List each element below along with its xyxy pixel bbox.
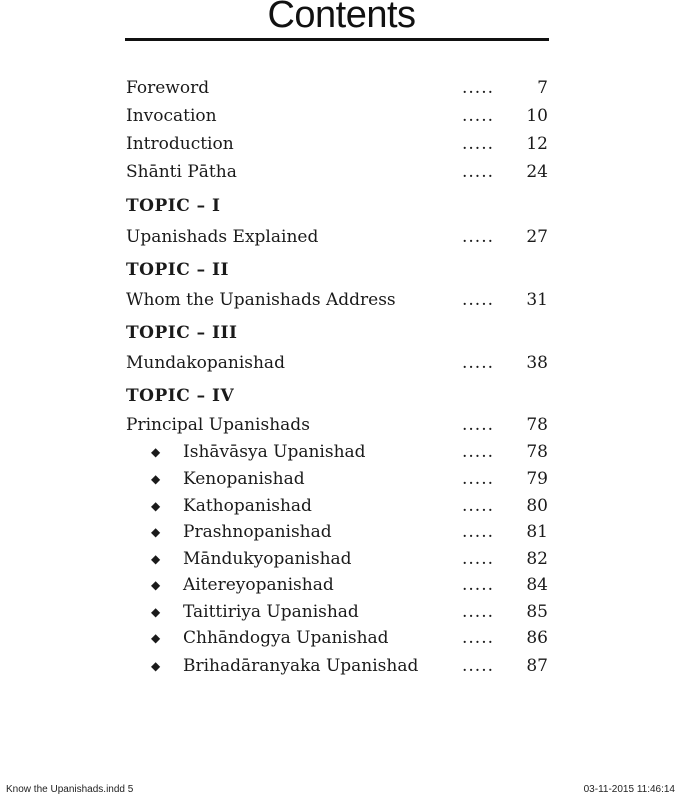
footer-file-name: Know the Upanishads.indd 5: [6, 784, 134, 795]
topic-heading-label: TOPIC – I: [126, 196, 221, 216]
leader-dots: .....: [462, 575, 495, 595]
entry-label: Ishāvāsya Upanishad: [183, 442, 366, 462]
toc-topic-heading: [0, 192, 683, 220]
topic-heading-label: TOPIC – II: [126, 260, 229, 280]
leader-dots: .....: [462, 78, 495, 98]
page-number: 78: [526, 415, 548, 435]
page-number: 78: [526, 442, 548, 462]
toc-sub-entry: [0, 438, 683, 466]
leader-dots: .....: [462, 134, 495, 154]
entry-label: Shānti Pātha: [126, 162, 237, 182]
print-footer: [0, 784, 683, 800]
leader-dots: .....: [462, 442, 495, 462]
leader-dots: .....: [462, 656, 495, 676]
leader-dots: .....: [462, 469, 495, 489]
toc-sub-entry: [0, 571, 683, 599]
page-number: 80: [526, 496, 548, 516]
toc-entry: [0, 223, 683, 251]
toc-sub-entry: [0, 518, 683, 546]
entry-label: Prashnopanishad: [183, 522, 332, 542]
diamond-bullet-icon: ◆: [151, 552, 161, 566]
page-number: 27: [526, 227, 548, 247]
diamond-bullet-icon: ◆: [151, 605, 161, 619]
page-number: 24: [526, 162, 548, 182]
diamond-bullet-icon: ◆: [151, 499, 161, 513]
page-number: 85: [526, 602, 548, 622]
toc-entry: [0, 102, 683, 130]
entry-label: Brihadāranyaka Upanishad: [183, 656, 419, 676]
entry-label: Foreword: [126, 78, 210, 98]
page-number: 79: [526, 469, 548, 489]
leader-dots: .....: [462, 602, 495, 622]
entry-label: Invocation: [126, 106, 217, 126]
toc-entry: [0, 158, 683, 186]
entry-label: Kenopanishad: [183, 469, 305, 489]
leader-dots: .....: [462, 290, 495, 310]
toc-entry: [0, 349, 683, 377]
toc-sub-entry: [0, 598, 683, 626]
leader-dots: .....: [462, 522, 495, 542]
topic-heading-label: TOPIC – IV: [126, 386, 235, 406]
leader-dots: .....: [462, 549, 495, 569]
toc-topic-heading: [0, 382, 683, 410]
diamond-bullet-icon: ◆: [151, 525, 161, 539]
toc-entry: [0, 286, 683, 314]
leader-dots: .....: [462, 227, 495, 247]
entry-label: Upanishads Explained: [126, 227, 319, 247]
leader-dots: .....: [462, 162, 495, 182]
leader-dots: .....: [462, 496, 495, 516]
page-number: 7: [537, 78, 548, 98]
entry-label: Taittiriya Upanishad: [183, 602, 359, 622]
entry-label: Mundakopanishad: [126, 353, 285, 373]
diamond-bullet-icon: ◆: [151, 472, 161, 486]
topic-heading-label: TOPIC – III: [126, 323, 238, 343]
diamond-bullet-icon: ◆: [151, 659, 161, 673]
toc-entry: [0, 411, 683, 439]
page-number: 87: [526, 656, 548, 676]
leader-dots: .....: [462, 106, 495, 126]
toc-topic-heading: [0, 256, 683, 284]
page-number: 10: [526, 106, 548, 126]
diamond-bullet-icon: ◆: [151, 631, 161, 645]
leader-dots: .....: [462, 353, 495, 373]
page-number: 81: [526, 522, 548, 542]
page-number: 31: [526, 290, 548, 310]
toc-sub-entry: [0, 545, 683, 573]
toc-sub-entry: [0, 652, 683, 680]
page-number: 38: [526, 353, 548, 373]
entry-label: Whom the Upanishads Address: [126, 290, 396, 310]
toc-sub-entry: [0, 624, 683, 652]
page-number: 12: [526, 134, 548, 154]
entry-label: Chhāndogya Upanishad: [183, 628, 389, 648]
toc-topic-heading: [0, 319, 683, 347]
diamond-bullet-icon: ◆: [151, 578, 161, 592]
page-number: 86: [526, 628, 548, 648]
leader-dots: .....: [462, 415, 495, 435]
leader-dots: .....: [462, 628, 495, 648]
footer-timestamp: 03-11-2015 11:46:14: [583, 784, 675, 795]
entry-label: Principal Upanishads: [126, 415, 310, 435]
entry-label: Māndukyopanishad: [183, 549, 352, 569]
toc-entry: [0, 130, 683, 158]
page-number: 84: [526, 575, 548, 595]
entry-label: Aitereyopanishad: [183, 575, 334, 595]
entry-label: Introduction: [126, 134, 234, 154]
toc-sub-entry: [0, 492, 683, 520]
page-title: Contents: [267, 0, 416, 36]
toc-sub-entry: [0, 465, 683, 493]
entry-label: Kathopanishad: [183, 496, 312, 516]
diamond-bullet-icon: ◆: [151, 445, 161, 459]
page-number: 82: [526, 549, 548, 569]
toc-entry: [0, 74, 683, 102]
